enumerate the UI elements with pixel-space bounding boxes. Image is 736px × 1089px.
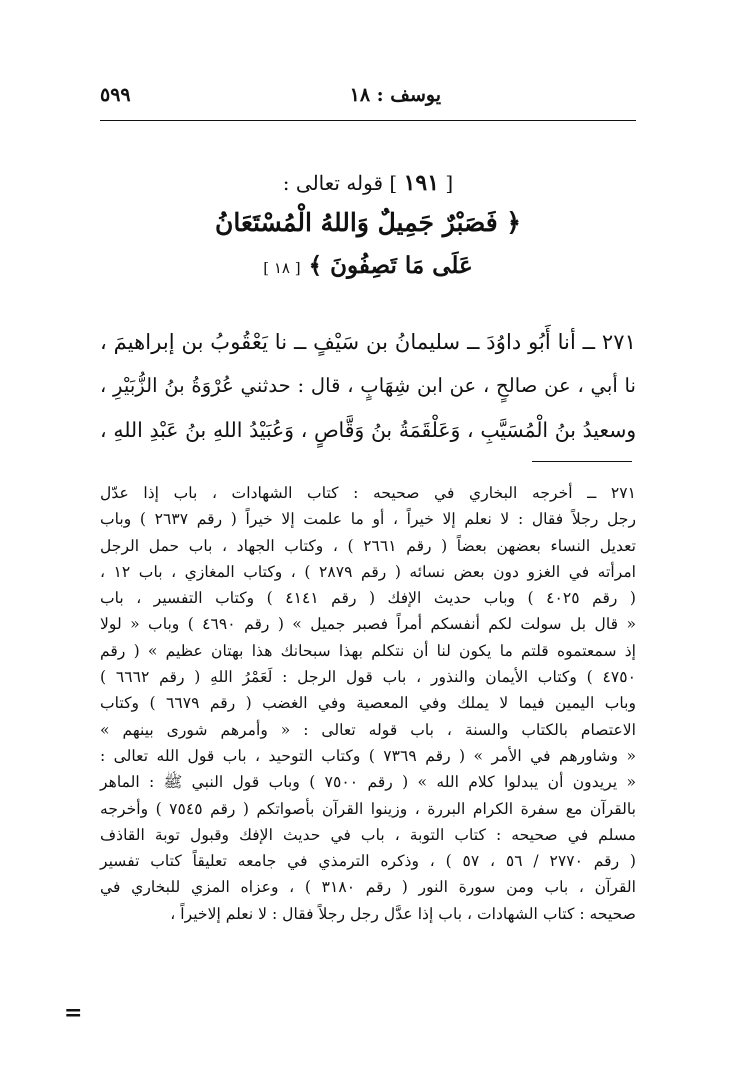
footnote-separator [532,461,632,462]
footnote-line: « قال بل سولت لكم أنفسكم أمراً فصبر جميل » ( رقم ٤٦٩٠ ) وباب « لولا [100,615,636,634]
hadith-line: وسعيدُ بنُ الْمُسَيَّبِ ، وَعَلْقَمَةُ بنُ وَقَّاصٍ ، وَعُبَيْدُ اللهِ بنُ عَبْدِ اللهِ ، [100,418,636,442]
footnote-line: « وشاورهم في الأمر » ( رقم ٧٣٦٩ ) وكتاب التوحيد ، باب قول الله تعالى : [100,746,636,765]
hadith-line: نا أبي ، عن صالحٍ ، عن ابن شِهَابٍ ، قال : حدثني عُرْوَةُ بنُ الزُّبَيْرِ ، [100,374,636,397]
footnote-line: صحيحه : كتاب الشهادات ، باب إذا عدَّل رجل رجلاً فقال : لا نعلم إلاخيراً ، [170,904,636,923]
hadith-text [100,320,636,452]
verse-reference: [ ١٨ ] [263,259,301,277]
verse-line-2-text: عَلَى مَا تَصِفُونَ ﴾ [308,252,473,279]
entry-number: ١٩١ [403,170,440,196]
continuation-mark: = [64,1000,83,1026]
footnote-line: القرآن ، باب ومن سورة النور ( رقم ٣١٨٠ ) ، وعزاه المزي للبخاري في [100,878,636,897]
footnote-line: « يريدون أن يبدلوا كلام الله » ( رقم ٧٥٠٠ ) وباب قول النبي ﷺ : الماهر [100,773,637,792]
footnotes [100,480,636,927]
footnote-line: امرأته في الغزو دون بعض نسائه ( رقم ٢٨٧٩ ) ، وكتاب المغازي ، باب ١٢ ، [100,562,636,581]
footnote-line: ( رقم ٢٧٧٠ / ٥٦ ، ٥٧ ) ، وذكره الترمذي في جامعه تعليقاً كتاب تفسير [100,852,636,871]
header-rule [100,120,636,121]
page-number: ٥٩٩ [100,84,131,106]
footnote-line: ( رقم ٤٠٢٥ ) وباب حديث الإفك ( رقم ٤١٤١ ) وكتاب التفسير ، باب [100,589,636,608]
footnote-line: تعديل النساء بعضهن بعضاً ( رقم ٢٦٦١ ) ، وكتاب الجهاد ، باب حمل الرجل [100,536,636,555]
footnote-line: ٤٧٥٠ ) وكتاب الأيمان والنذور ، باب قول الرجل : لَعَمْرُ اللهِ ( رقم ٦٦٦٢ ) [100,668,636,687]
footnote-line: ٢٧١ ــ أخرجه البخاري في صحيحه : كتاب الشهادات ، باب إذا عدّل [100,484,636,502]
hadith-line: ٢٧١ ــ أنا أَبُو داوُدَ ــ سليمانُ بن سَيْفٍ ــ نا يَعْقُوبُ بن إبراهيمَ ، [100,329,636,354]
quran-verse-line-1: ﴿ فَصَبْرٌ جَمِيلٌ وَاللهُ الْمُسْتَعَانُ [214,208,522,237]
running-title: يوسف : ١٨ [349,84,441,106]
footnote-line: بالقرآن مع سفرة الكرام البررة ، وزينوا القرآن بأصواتكم ( رقم ٧٥٤٥ ) وأخرجه [100,799,636,818]
quran-verse-line-2 [180,252,556,279]
page-header [100,78,636,112]
footnote-line: رجل رجلاً فقال : لا نعلم إلا خيراً ، أو ما علمت إلا خيراً ( رقم ٢٦٣٧ ) وباب [100,510,636,529]
footnote-line: مسلم في صحيحه : كتاب التوبة ، باب في حديث الإفك وقبول توبة القاذف [100,825,636,844]
footnote-line: إذ سمعتموه قلتم ما يكون لنا أن نتكلم بهذا سبحانك هذا بهتان عظيم » ( رقم [100,641,636,660]
footnote-line: وباب اليمين فيما لا يملك وفي المعصية وفي الغضب ( رقم ٦٦٧٩ ) وكتاب [100,694,637,713]
entry-intro: قوله تعالى : [282,171,384,195]
entry-heading: [ ١٩١ ] قوله تعالى : [282,170,454,196]
footnote-line: الاعتصام بالكتاب والسنة ، باب قوله تعالى : « وأمرهم شورى بينهم » [100,720,636,739]
